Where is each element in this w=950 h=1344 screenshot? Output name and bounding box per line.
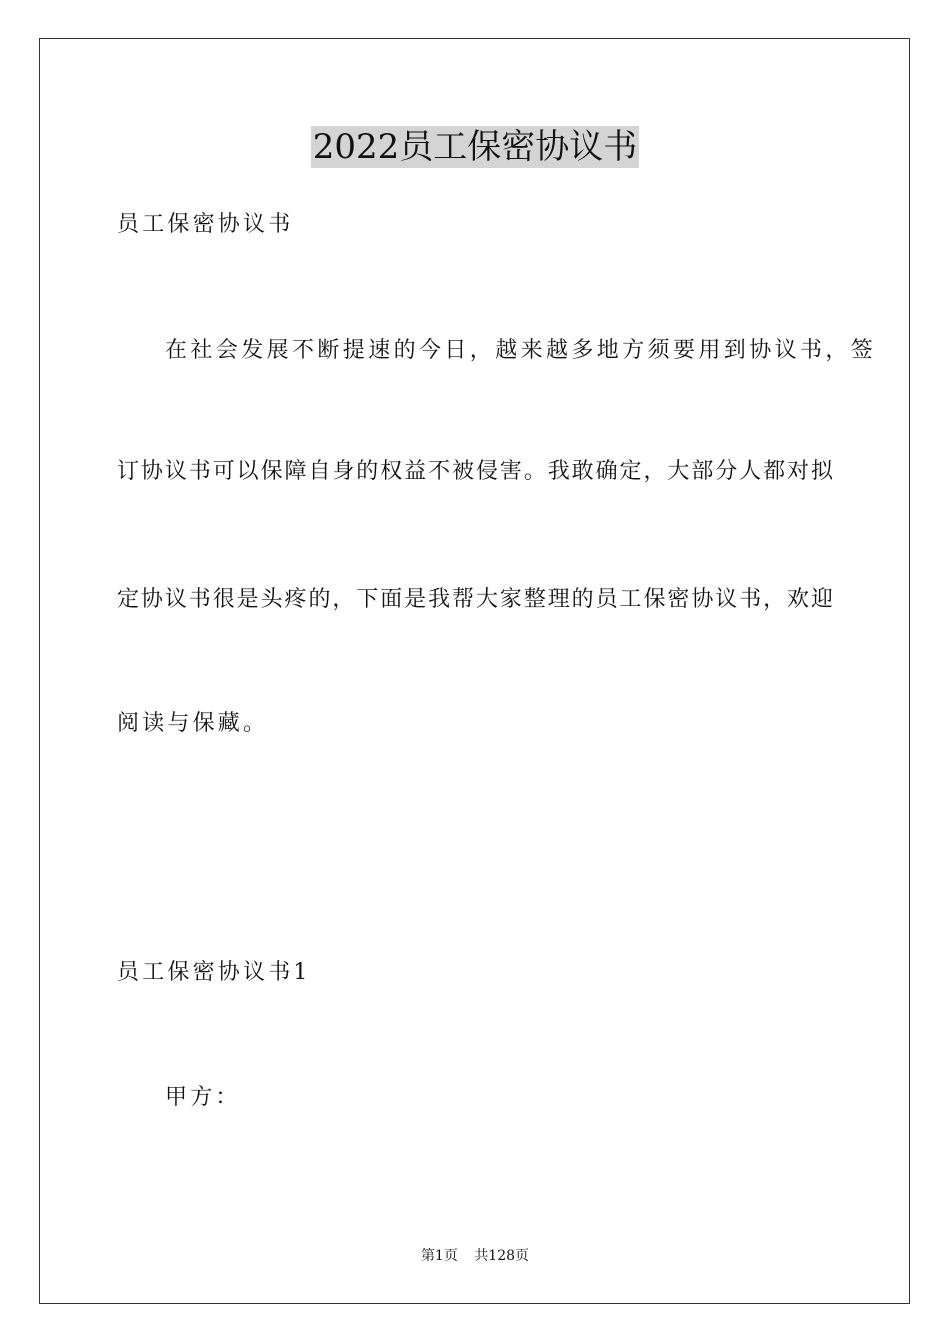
document-title[interactable]: 2022员工保密协议书 — [312, 127, 638, 167]
intro-line-4[interactable]: 阅读与保藏。 — [117, 711, 269, 736]
subtitle[interactable]: 员工保密协议书 — [117, 212, 294, 237]
intro-line-2[interactable]: 订协议书可以保障自身的权益不被侵害。我敢确定，大部分人都对拟 — [117, 459, 833, 484]
page-total: 共128页 — [474, 1248, 530, 1264]
section-heading[interactable]: 员工保密协议书1 — [117, 960, 311, 985]
title-container — [0, 126, 950, 168]
party-a-label[interactable]: 甲方： — [165, 1085, 241, 1110]
intro-line-3[interactable]: 定协议书很是头疼的，下面是我帮大家整理的员工保密协议书，欢迎 — [117, 587, 833, 612]
intro-line-1[interactable]: 在社会发展不断提速的今日，越来越多地方须要用到协议书，签 — [165, 338, 877, 363]
page-footer — [0, 1247, 950, 1265]
page-number: 第1页 — [420, 1248, 458, 1264]
